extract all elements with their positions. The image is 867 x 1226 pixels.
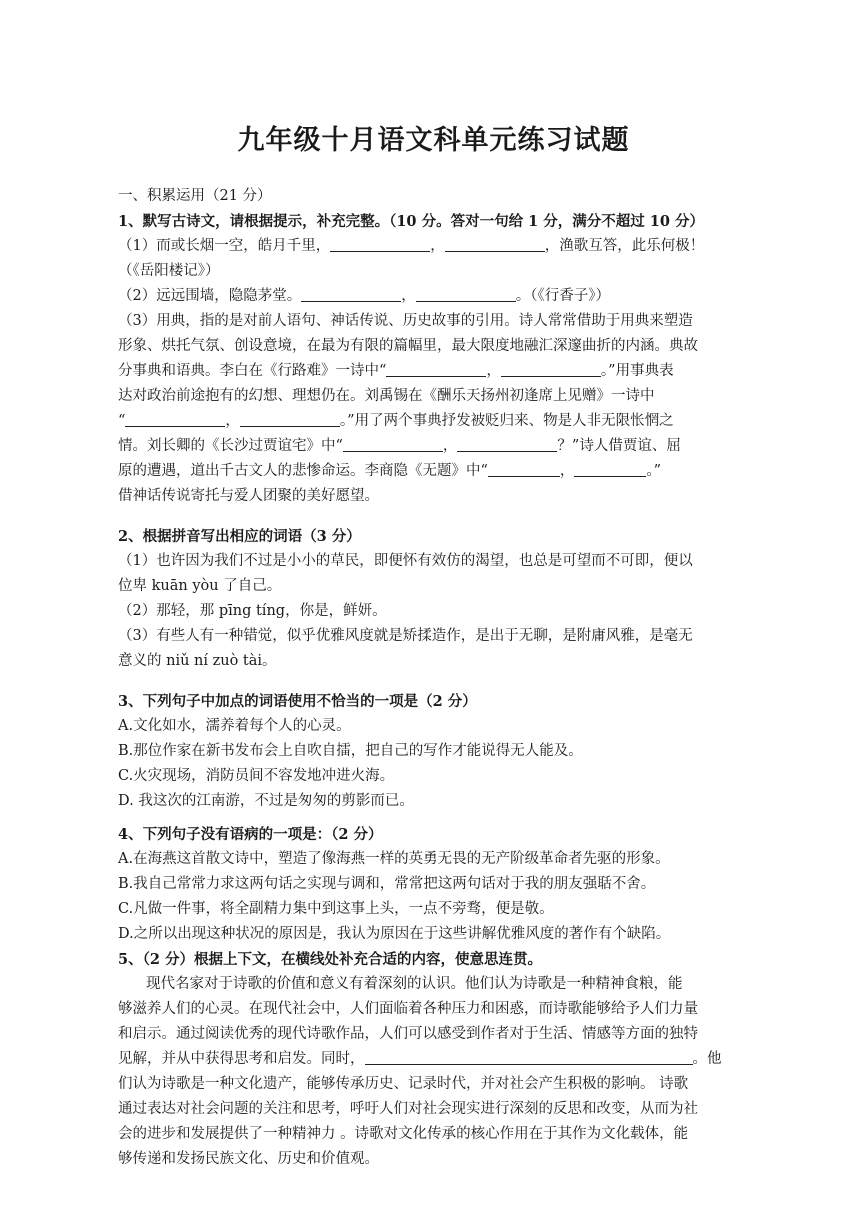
q1-part2: （2）远远围墙，隐隐茅堂。 ， 。（《行香子》） — [118, 284, 750, 309]
q3-option-a: A.文化如水，濡养着每个人的心灵。 — [118, 718, 351, 734]
answer-blank[interactable] — [365, 1048, 693, 1065]
answer-blank[interactable] — [343, 435, 443, 452]
q1-part1: （1）而或长烟一空，皓月千里， ， ，渔歌互答，此乐何极！ — [118, 234, 750, 259]
q2-sentence: （2）那轻，那 pīng tíng，你是，鲜妍。 — [118, 603, 387, 619]
q3-option-d: D. 我这次的江南游，不过是匆匆的剪影而已。 — [118, 793, 414, 809]
q5-passage-line: 够滋养人们的心灵。在现代社会中，人们面临着各种压力和困惑，而诗歌能够给予人们力量 — [118, 1001, 698, 1017]
answer-blank[interactable] — [488, 460, 560, 477]
q2-sentence: （3）有些人有一种错觉，似乎优雅风度就是矫揉造作，是出于无聊，是附庸风雅，是毫无 — [118, 628, 693, 644]
q1-part3-line: 形象、烘托气氛、创设意境，在最为有限的篇幅里，最大限度地融汇深邃曲折的内涵。典故 — [118, 338, 698, 354]
answer-blank[interactable] — [125, 410, 225, 427]
q4-option-c: C.凡做一件事，将全副精力集中到这事上头，一点不旁骛，便是敬。 — [118, 901, 554, 917]
section-heading: 一、积累运用（21 分） — [118, 188, 272, 204]
q2-sentence: 位卑 kuān yòu 了自己。 — [118, 578, 282, 594]
question-4-heading: 4、下列句子没有语病的一项是：（2 分） — [118, 826, 383, 843]
q3-option-b: B.那位作家在新书发布会上自吹自擂，把自己的写作才能说得无人能及。 — [118, 743, 583, 759]
q1-part3-line: 达对政治前途抱有的幻想、理想仍在。刘禹锡在《酬乐天扬州初逢席上见赠》一诗中 — [118, 388, 655, 404]
q1-part3-line: 情。刘长卿的《长沙过贾谊宅》中“ ， ？”诗人借贾谊、屈 — [118, 434, 750, 459]
q1-part1-source: （《岳阳楼记》） — [118, 263, 220, 279]
q5-passage-line: 会的进步和发展提供了一种精神力 。诗歌对文化传承的核心作用在于其作为文化载体，能 — [118, 1126, 689, 1142]
q1-part3-line: （3）用典，指的是对前人语句、神话传说、历史故事的引用。诗人常常借助于用典来塑造 — [118, 313, 693, 329]
answer-blank[interactable] — [416, 285, 516, 302]
q1-part3-line: “ ， 。”用了两个事典抒发被贬归来、物是人非无限怅惘之 — [118, 409, 750, 434]
answer-blank[interactable] — [501, 360, 601, 377]
q5-passage-line: 通过表达对社会问题的关注和思考，呼吁人们对社会现实进行深刻的反思和改变，从而为社 — [118, 1101, 698, 1117]
answer-blank[interactable] — [330, 235, 430, 252]
q4-option-a: A.在海燕这首散文诗中，塑造了像海燕一样的英勇无畏的无产阶级革命者先驱的形象。 — [118, 851, 670, 867]
q4-option-b: B.我自己常常力求这两句话之实现与调和，常常把这两句话对于我的朋友强聒不舍。 — [118, 876, 656, 892]
question-1-heading: 1、默写古诗文，请根据提示，补充完整。（10 分。答对一句给 1 分，满分不超过 10 分） — [118, 213, 705, 230]
q1-part3-line: 原的遭遇，道出千古文人的悲惨命运。李商隐《无题》中“ ， 。” — [118, 459, 750, 484]
q2-sentence: 意义的 niǔ ní zuò tài。 — [118, 653, 277, 669]
answer-blank[interactable] — [301, 285, 401, 302]
answer-blank[interactable] — [386, 360, 486, 377]
q5-passage-line: 和启示。通过阅读优秀的现代诗歌作品，人们可以感受到作者对于生活、情感等方面的独特 — [118, 1026, 698, 1042]
q5-passage-line: 们认为诗歌是一种文化遗产，能够传承历史、记录时代，并对社会产生积极的影响。 诗歌 — [118, 1076, 689, 1092]
answer-blank[interactable] — [240, 410, 340, 427]
q5-passage-line: 够传递和发扬民族文化、历史和价值观。 — [118, 1151, 379, 1167]
exam-content — [118, 184, 750, 1172]
q3-option-c: C.火灾现场，消防员间不容发地冲进火海。 — [118, 768, 395, 784]
answer-blank[interactable] — [445, 235, 545, 252]
q1-part3-line: 分事典和语典。李白在《行路难》一诗中“ ， 。”用事典表 — [118, 359, 750, 384]
q5-passage-line: 现代名家对于诗歌的价值和意义有着深刻的认识。他们认为诗歌是一种精神食粮，能 — [146, 976, 683, 992]
q4-option-d: D.之所以出现这种状况的原因是，我认为原因在于这些讲解优雅风度的著作有个缺陷。 — [118, 926, 671, 942]
answer-blank[interactable] — [457, 435, 557, 452]
q2-sentence: （1）也许因为我们不过是小小的草民，即便怀有效仿的渴望，也总是可望而不可即，便以 — [118, 553, 693, 569]
q5-passage-line: 见解，并从中获得思考和启发。同时， 。他 — [118, 1047, 750, 1072]
q1-part3-line: 借神话传说寄托与爱人团聚的美好愿望。 — [118, 488, 379, 504]
answer-blank[interactable] — [574, 460, 646, 477]
page-title: 九年级十月语文科单元练习试题 — [237, 125, 630, 156]
question-2-heading: 2、根据拼音写出相应的词语（3 分） — [118, 528, 361, 545]
question-3-heading: 3、下列句子中加点的词语使用不恰当的一项是（2 分） — [118, 693, 477, 710]
question-5-heading: 5、（2 分）根据上下文，在横线处补充合适的内容，使意思连贯。 — [118, 951, 542, 968]
